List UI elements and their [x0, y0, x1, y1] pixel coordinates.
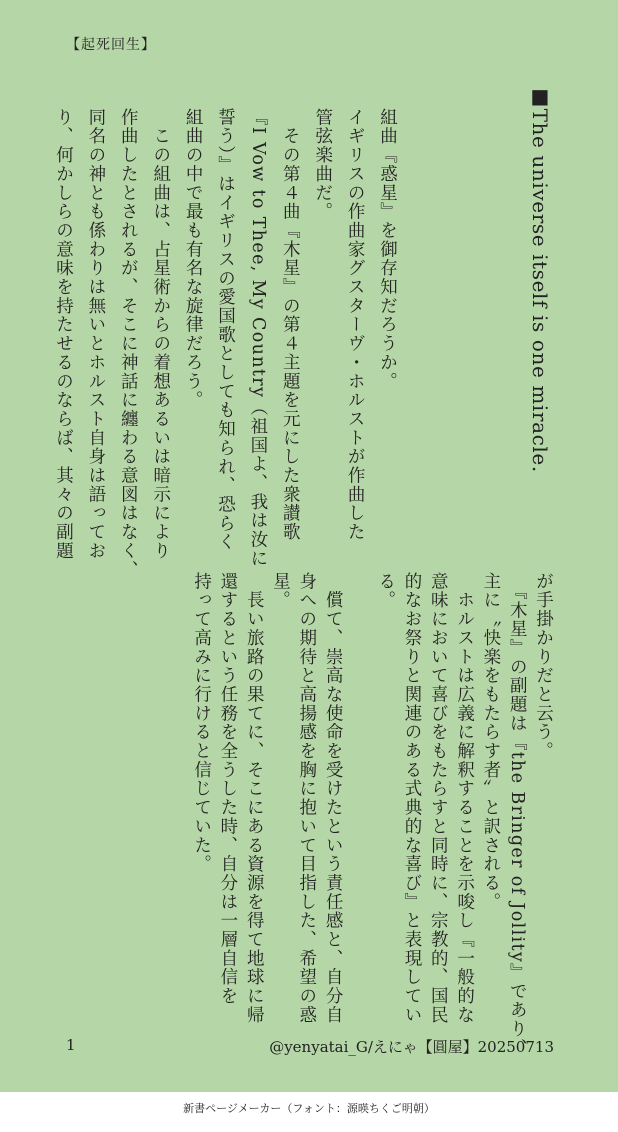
- text-column: 組曲の中で最も有名な旋律だろう。: [183, 108, 204, 410]
- text-column: 身への期待と高揚感を胸に抱いて目指した、希望の惑: [296, 572, 317, 1025]
- text-column: 意味において喜びをもたらすと同時に、宗教的、国民: [428, 572, 449, 1025]
- text-column: 『木星』の副題は『the Bringer of Jollity』であり、: [507, 572, 528, 1058]
- text-column: 『I Vow to Thee, My Country（祖国よ、我は汝に: [247, 108, 268, 568]
- text-column: その第４曲『木星』の第４主題を元にした衆讃歌: [280, 108, 301, 542]
- text-column: ホルストは広義に解釈することを示唆し『一般的な: [454, 572, 475, 1025]
- text-column: 持って高みに行けると信じていた。: [191, 572, 212, 874]
- text-column: イギリスの作曲家グスターヴ・ホルストが作曲した: [345, 108, 366, 542]
- text-column: 還するという任務を全うした時、自分は一層自信を: [217, 572, 238, 1006]
- heading-column: ■The universe itself is one miracle.: [528, 84, 552, 473]
- text-column: 長い旅路の果てに、そこにある資源を得て地球に帰: [244, 572, 265, 1025]
- text-column: この組曲は、占星術からの着想あるいは暗示により: [150, 108, 171, 561]
- text-column: が手掛かりだと云う。: [533, 572, 554, 761]
- page-number: 1: [66, 1036, 76, 1054]
- author-credit: @yenyatai_G/えにゃ【圓屋】20250713: [269, 1038, 554, 1056]
- chapter-label: 【起死回生】: [66, 37, 156, 53]
- text-column: 誓う）』はイギリスの愛国歌としても知られ、恐らく: [215, 108, 236, 552]
- text-column: 同名の神とも係わりは無いとホルスト自身は語ってお: [85, 108, 106, 561]
- text-column: 的なお祭りと関連のある式典的な喜び』と表現してい: [402, 572, 422, 1025]
- text-column: る。: [375, 572, 396, 610]
- text-column: 作曲したとされるが、そこに神話に纏わる意図はなく、: [118, 108, 139, 580]
- text-column: 償て、崇高な使命を受けたという責任感と、自分自: [323, 572, 344, 1025]
- generator-footer: 新書ページメーカー（フォント：源暎ちくご明朝）: [183, 1102, 435, 1115]
- text-column: り、何かしらの意味を持たせるのならば、其々の副題: [53, 108, 74, 561]
- text-column: 主に〝快楽をもたらす者〟と訳される。: [480, 572, 501, 912]
- text-column: 管弦楽曲だ。: [312, 108, 333, 222]
- text-column: 星。: [270, 572, 291, 610]
- text-column: 組曲『惑星』を御存知だろうか。: [377, 108, 398, 391]
